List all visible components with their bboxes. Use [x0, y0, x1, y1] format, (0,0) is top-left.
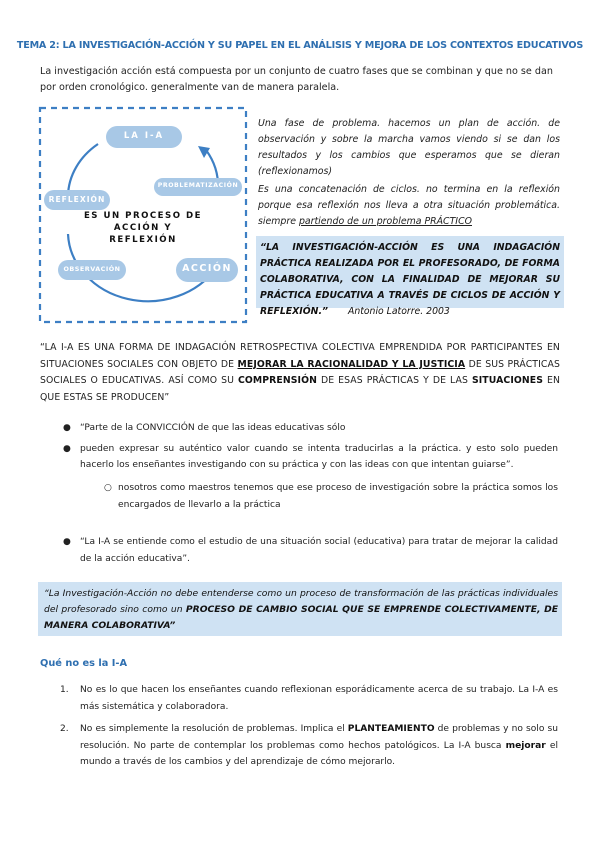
- bullet-text-2: pueden expresar su auténtico valor cuando se intenta traducirlas a la práctica. y esto solo pueden hacerlo los enseñantes investigando con su práctica y con las ideas con que intentan guiarse”.: [80, 443, 558, 470]
- para-seg-b: MEJORAR LA RACIONALIDAD Y LA JUSTICIA: [237, 358, 466, 370]
- para-seg-f: SITUACIONES: [471, 375, 544, 386]
- diagram-label-bottom-left: OBSERVACIÓN: [63, 265, 121, 273]
- list-item: [104, 480, 558, 513]
- collaborative-quote: [44, 586, 558, 634]
- para-seg-g: EN QUE ESTAS SE PRODUCEN”: [40, 375, 560, 403]
- para-seg-c: DE SUS PRÁCTICAS SOCIALES O EDUCATIVAS. ASÍ COMO SU: [40, 358, 560, 386]
- sub-bullet-list: [104, 480, 558, 513]
- bullet-text-3: “La I-A se entiende como el estudio de una situación social (educativa) para tratar de mejorar la calidad de la acción educativa”.: [80, 537, 558, 564]
- numbered-list: [60, 682, 559, 771]
- cycle-diagram: [38, 106, 248, 324]
- quote-text: “LA INVESTIGACIÓN-ACCIÓN ES UNA INDAGACIÓN PRÁCTICA REALIZADA POR EL PROFESORADO, DE FORMA COLABORATIVA, CON LA FINALIDAD DE MEJORAR SU PRÁCTICA EDUCATIVA A TRAVÉS DE CICLOS DE ACCIÓN Y REFLEXIÓN.”: [260, 242, 560, 317]
- list-item: [60, 721, 559, 771]
- diagram-label-right: PROBLEMATIZACIÓN: [157, 182, 239, 189]
- list-item: [63, 441, 558, 474]
- numbered-2-a: No es simplemente la resolución de problemas. Implica el: [80, 724, 348, 734]
- side-text-2: [258, 182, 560, 230]
- quote-author: Antonio Latorre. 2003: [347, 306, 450, 317]
- numbered-2-e: el mundo a través de los cambios y del aprendizaje de cómo mejorarlo.: [80, 740, 559, 767]
- side-text-2-underlined: partiendo de un problema PRÁCTICO: [298, 216, 472, 227]
- diagram-label-bottom-right: ACCIÓN: [182, 263, 232, 274]
- diagram-center-text: [78, 210, 208, 246]
- latorre-quote: [260, 240, 560, 320]
- document-title: TEMA 2: LA INVESTIGACIÓN-ACCIÓN Y SU PAPEL EN EL ANÁLISIS Y MEJORA DE LOS CONTEXTOS EDUCATIVOS: [16, 40, 584, 51]
- para-seg-e: DE ESAS PRÁCTICAS Y DE LAS: [316, 375, 472, 386]
- sub-bullet-text: nosotros como maestros tenemos que ese proceso de investigación sobre la práctica somos los encargados de llevarlo a la práctica: [118, 483, 558, 510]
- center-line-2: ACCIÓN Y: [113, 223, 173, 233]
- bullet-dot-icon: ●: [63, 423, 71, 433]
- list-number: 2.: [60, 724, 69, 734]
- quote2-text: “La Investigación-Acción no debe entenderse como un proceso de transformación de las prácticas individuales del profesorado sino como un: [44, 588, 558, 615]
- bullet-list: [63, 420, 558, 474]
- ia-definition-paragraph: [40, 340, 560, 406]
- list-item: [63, 420, 558, 437]
- numbered-2-b: PLANTEAMIENTO: [347, 724, 435, 734]
- para-seg-a: “LA I-A ES UNA FORMA DE INDAGACIÓN RETROSPECTIVA COLECTIVA EMPRENDIDA POR PARTICIPANTES EN SITUACIONES SOCIALES CON OBJETO DE: [40, 342, 560, 370]
- center-line-1: ES UN PROCESO DE: [83, 211, 203, 221]
- bullet-dot-icon: ●: [63, 443, 71, 454]
- bullet-dot-icon: ●: [63, 537, 71, 547]
- side-text-1: Una fase de problema. hacemos un plan de acción. de observación y sobre la marcha vamos viendo si se dan los resultados y los cambios que esperamos que se dieran (reflexionamos): [258, 118, 560, 177]
- diagram-label-left: REFLEXIÓN: [48, 195, 106, 204]
- list-item: [63, 534, 558, 567]
- numbered-2-c: de problemas y no solo su resolución. No parte de contemplar los problemas como hechos patológicos. La I-A busca: [80, 724, 558, 751]
- numbered-text-1: No es lo que hacen los enseñantes cuando reflexionan esporádicamente acerca de su trabajo. La I-A es más sistemática y colaboradora.: [80, 685, 558, 712]
- para-seg-d: COMPRENSIÓN: [237, 375, 317, 386]
- center-line-3: REFLEXIÓN: [109, 235, 177, 245]
- bullet-circle-icon: ○: [104, 483, 112, 493]
- list-number: 1.: [60, 685, 69, 695]
- section-heading: Qué no es la I-A: [40, 658, 128, 669]
- list-item: [60, 682, 558, 715]
- side-text-2-a: Es una concatenación de ciclos. no termina en la reflexión porque esa reflexión nos lleva a otra situación problemática. siempre: [258, 184, 560, 227]
- cycle-arc-top-left: [68, 144, 98, 196]
- quote2-bold: PROCESO DE CAMBIO SOCIAL QUE SE EMPRENDE COLECTIVAMENTE, DE MANERA COLABORATIVA”: [44, 604, 559, 631]
- bullet-list-2: [63, 534, 558, 567]
- numbered-2-d: mejorar: [505, 740, 546, 751]
- intro-paragraph: La investigación acción está compuesta por un conjunto de cuatro fases que se combinan y que no se dan por orden cronológico. generalmente van de manera paralela.: [40, 66, 553, 93]
- bullet-text-1: “Parte de la CONVICCIÓN de que las ideas educativas sólo: [80, 423, 346, 433]
- diagram-label-top: LA I-A: [123, 131, 165, 141]
